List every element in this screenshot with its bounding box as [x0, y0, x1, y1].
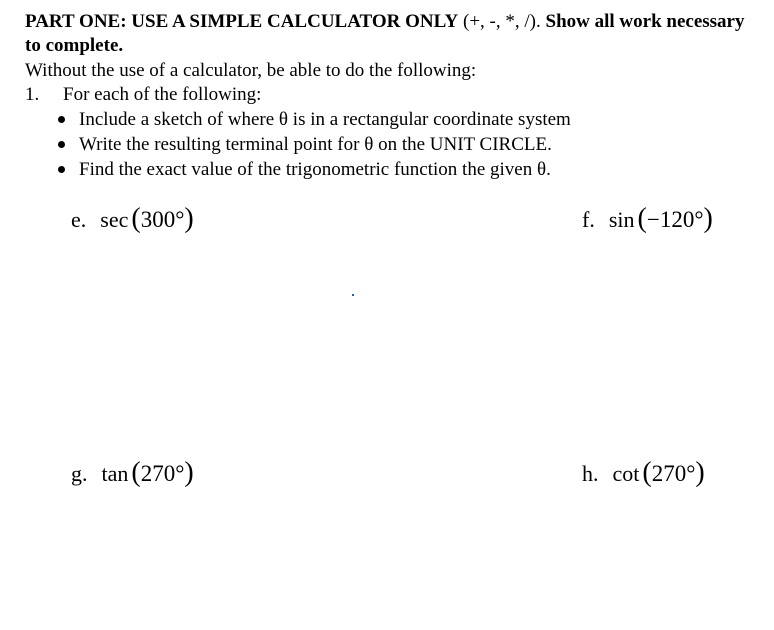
bullet-text: Include a sketch of where θ is in a rectangular coordinate system	[79, 109, 571, 130]
problem-argument: 270°	[140, 461, 185, 486]
problem-argument: −120°	[646, 207, 704, 232]
part-one-header	[25, 10, 760, 58]
open-paren: (	[131, 457, 141, 488]
bullet-text: Write the resulting terminal point for θ on the UNIT CIRCLE.	[79, 134, 552, 155]
instruction-list	[55, 107, 571, 182]
problem-f	[582, 205, 713, 235]
problem-argument: 300°	[140, 207, 185, 232]
problem-argument: 270°	[651, 461, 696, 486]
bullet-icon	[58, 166, 65, 173]
bullet-icon	[58, 116, 65, 123]
list-item	[55, 157, 571, 182]
problem-function: sec	[100, 207, 129, 232]
question-1	[25, 83, 261, 107]
close-paren: )	[703, 203, 713, 234]
problem-function: tan	[101, 461, 129, 486]
list-item	[55, 132, 571, 157]
header-bold-title: PART ONE: USE A SIMPLE CALCULATOR ONLY	[25, 11, 459, 32]
close-paren: )	[695, 457, 705, 488]
question-number: 1.	[25, 84, 40, 105]
problem-h	[582, 459, 705, 489]
open-paren: (	[637, 203, 647, 234]
header-instruction: Show all work necessary to complete.	[25, 11, 745, 56]
close-paren: )	[184, 203, 194, 234]
open-paren: (	[131, 203, 141, 234]
problem-letter: h.	[582, 461, 599, 486]
problem-function: cot	[612, 461, 640, 486]
stray-mark	[352, 294, 354, 296]
bullet-icon	[58, 141, 65, 148]
bullet-text: Find the exact value of the trigonometric function the given θ.	[79, 159, 551, 180]
problem-letter: e.	[71, 207, 87, 232]
open-paren: (	[642, 457, 652, 488]
intro-text: Without the use of a calculator, be able to do the following:	[25, 60, 477, 81]
problem-function: sin	[608, 207, 635, 232]
problem-letter: g.	[71, 461, 88, 486]
question-text: For each of the following:	[63, 84, 262, 105]
problem-e	[71, 205, 194, 235]
list-item	[55, 107, 571, 132]
header-operations: (+, -, *, /).	[458, 11, 541, 32]
close-paren: )	[184, 457, 194, 488]
problem-g	[71, 459, 194, 489]
problem-letter: f.	[582, 207, 595, 232]
